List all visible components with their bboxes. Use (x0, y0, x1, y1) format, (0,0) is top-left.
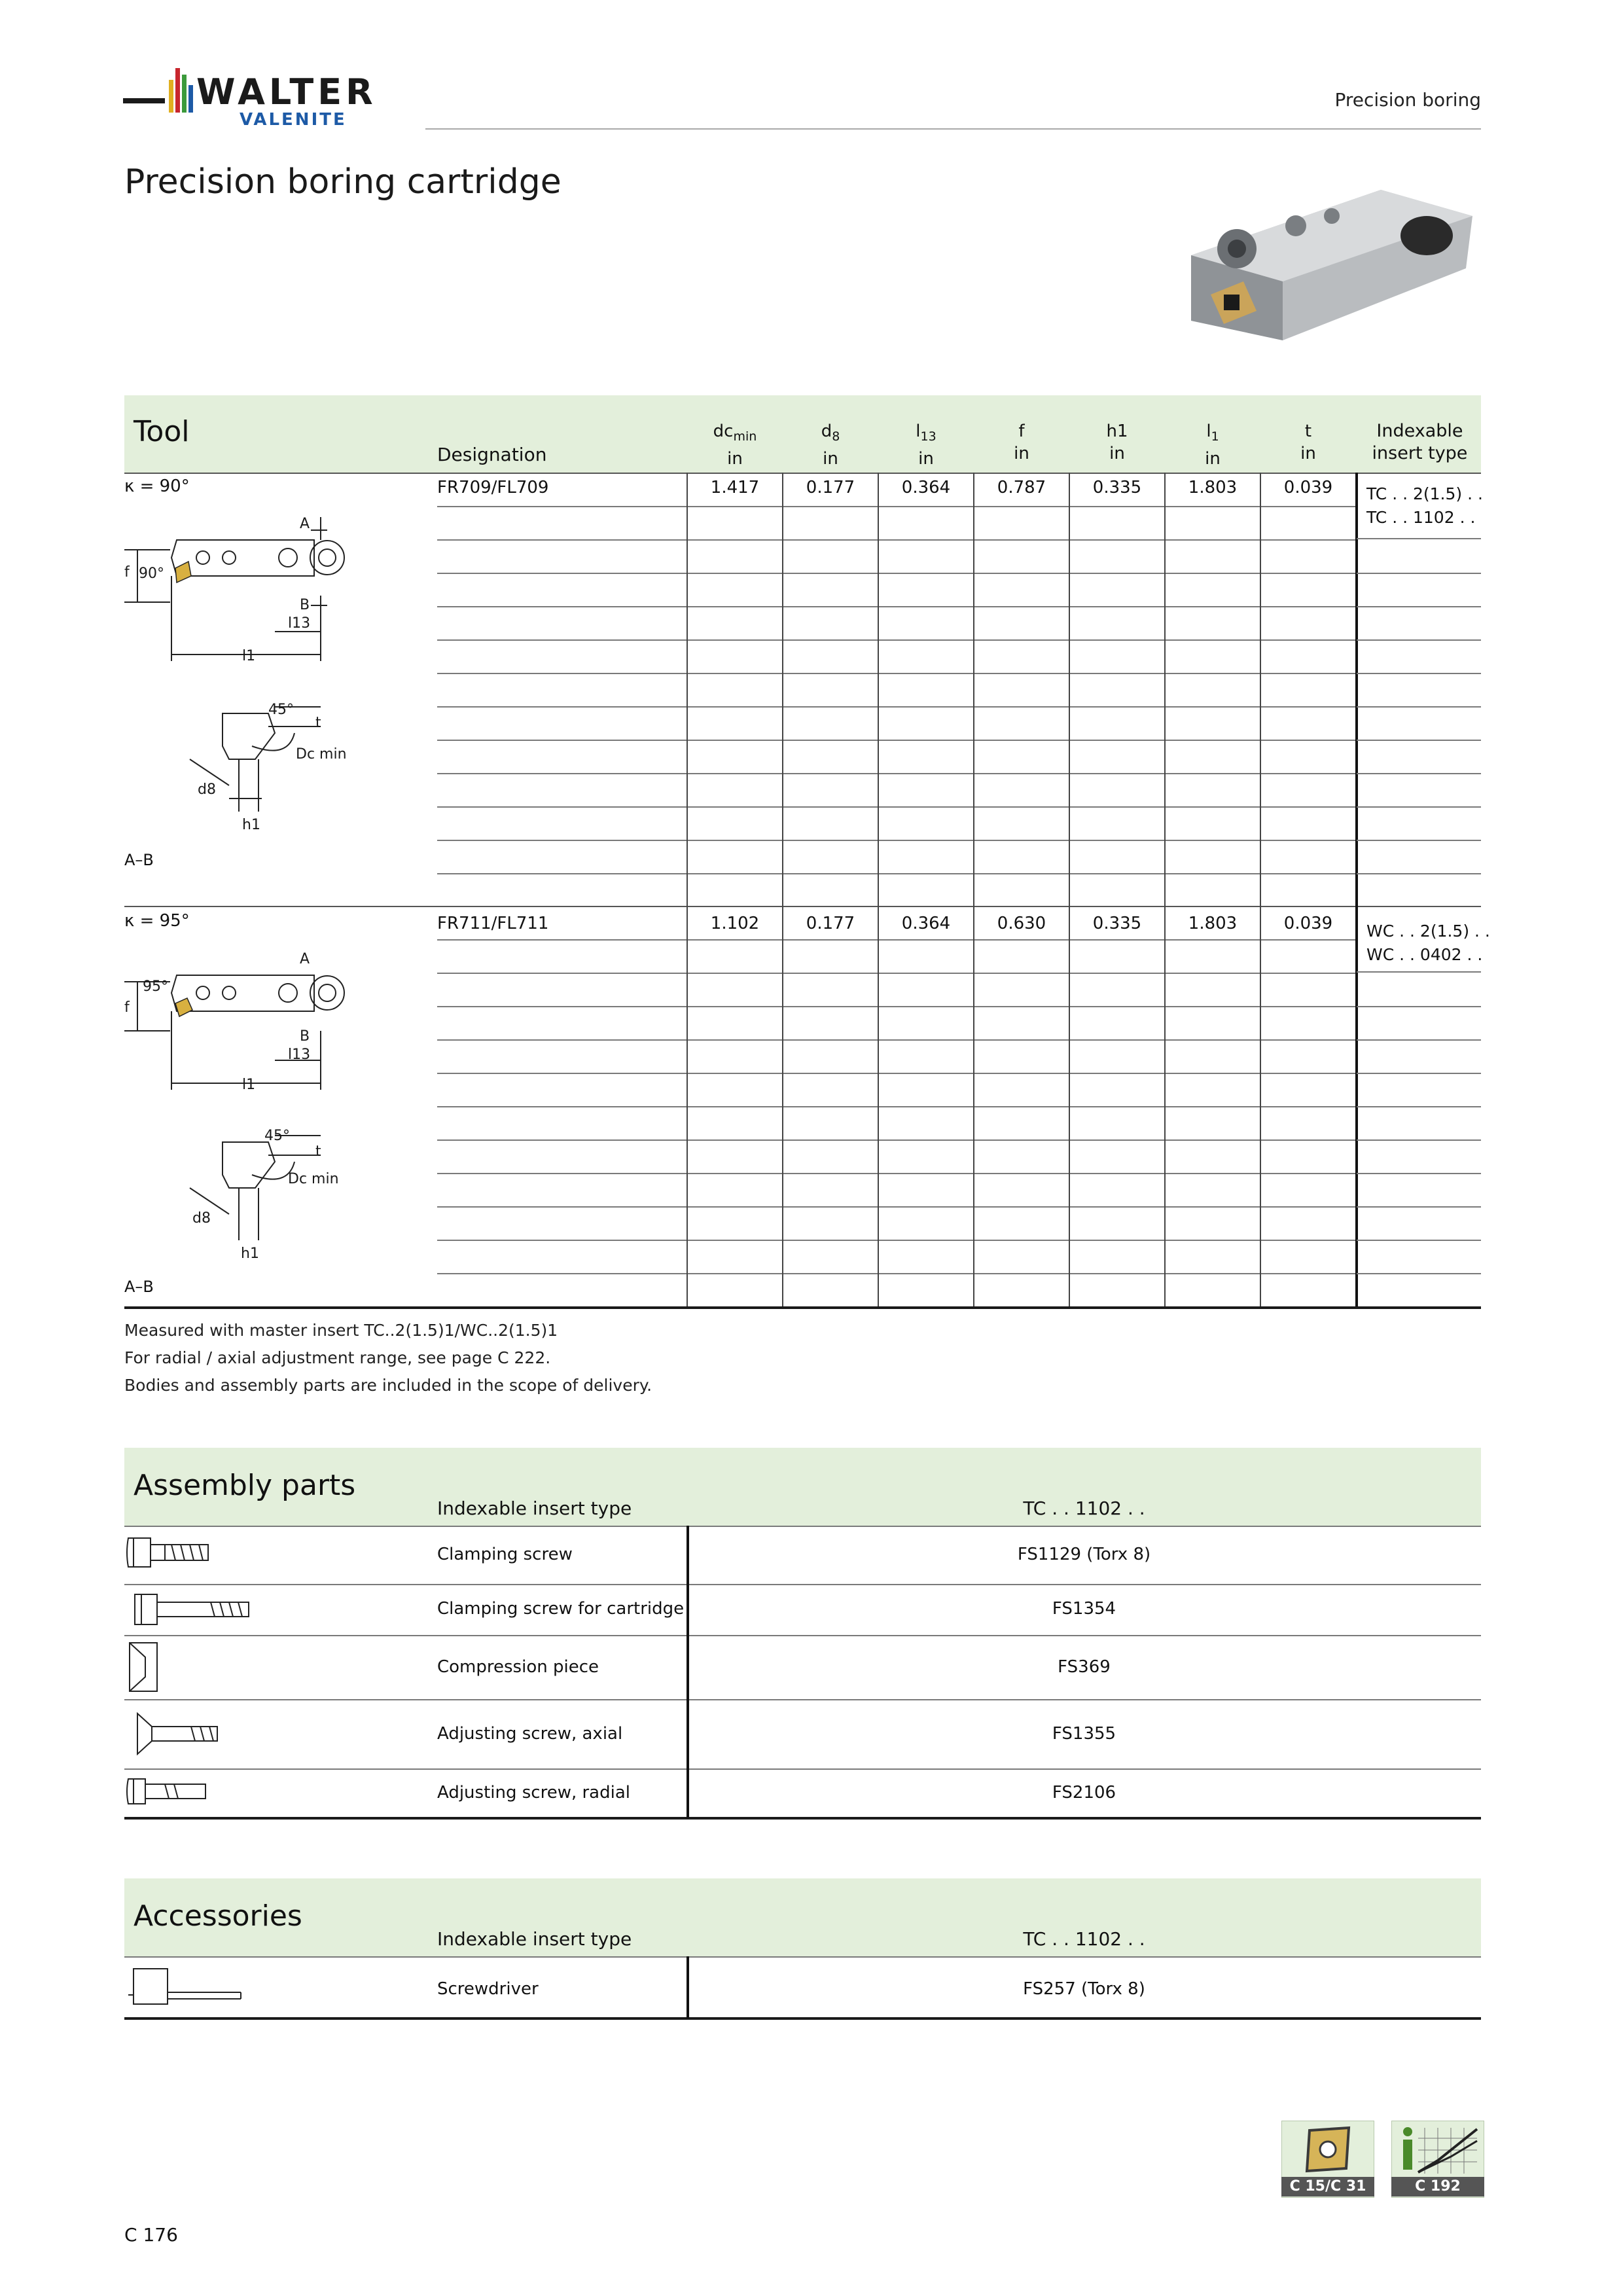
col-head-h1 (1069, 420, 1165, 465)
assembly-row-1-value: FS1354 (1052, 1599, 1116, 1619)
tool-row-rule (437, 1106, 1357, 1107)
assembly-row-2-value: FS369 (1058, 1657, 1111, 1677)
assembly-rule-3 (124, 1699, 1481, 1700)
designation-header: Designation (437, 444, 547, 465)
tool-col-rule (973, 906, 974, 1308)
assembly-row-4-label: Adjusting screw, radial (437, 1783, 631, 1803)
insert-row-rule (1357, 1006, 1481, 1007)
insert-cell-rule (1357, 538, 1481, 539)
col-head-insert (1359, 420, 1481, 465)
cartridge-drawing-90 (124, 511, 373, 877)
g2-h1: 0.335 (1092, 914, 1142, 933)
page-title: Precision boring cartridge (124, 162, 562, 202)
col-head-l1-unit: in (1205, 449, 1221, 469)
tool-heading: Tool (134, 415, 190, 448)
g1-insert-1: TC . . 2(1.5) . . (1366, 484, 1483, 503)
assembly-col-label: Indexable insert type (437, 1498, 632, 1519)
clamping-screw-icon (126, 1533, 217, 1575)
tool-row-rule (437, 1206, 1357, 1208)
designation-fr711: FR711/FL711 (437, 914, 549, 933)
tool-row-rule (437, 773, 1357, 774)
tool-row-rule (437, 706, 1357, 708)
assembly-row-3-label: Adjusting screw, axial (437, 1724, 623, 1744)
col-head-dcmin-sub: min (733, 429, 757, 444)
insert-row-rule (1357, 1106, 1481, 1107)
assembly-row-0-label: Clamping screw (437, 1545, 573, 1564)
g2-dcmin: 1.102 (710, 914, 760, 933)
drawing95-l13: l13 (288, 1047, 311, 1063)
badge-insert-label[interactable]: C 15/C 31 (1281, 2177, 1374, 2197)
g2-l13: 0.364 (901, 914, 951, 933)
assembly-row-4-value: FS2106 (1052, 1783, 1116, 1803)
insert-row-rule (1357, 840, 1481, 841)
screwdriver-icon (126, 1964, 250, 2012)
insert-row-rule (1357, 639, 1481, 641)
compression-piece-icon (126, 1639, 165, 1698)
col-head-t-name: t (1304, 422, 1312, 441)
drawing95-angle: 95° (143, 978, 168, 995)
g1-f: 0.787 (997, 478, 1046, 497)
tool-group-rule (124, 906, 1481, 907)
info-chart-icon (1392, 2121, 1484, 2178)
drawing95-A: A (300, 951, 310, 967)
tool-row-rule (437, 539, 1357, 541)
accessories-row-0-value: FS257 (Torx 8) (1023, 1979, 1145, 1999)
tool-row-rule (437, 1006, 1357, 1007)
drawing95-B: B (300, 1028, 310, 1045)
insert-row-rule (1357, 606, 1481, 607)
g1-insert-2: TC . . 1102 . . (1366, 508, 1476, 527)
brand-bottom: VALENITE (240, 110, 347, 130)
tool-col-rule (782, 906, 783, 1308)
insert-row-rule (1357, 706, 1481, 708)
g2-insert-1: WC . . 2(1.5) . . (1366, 922, 1490, 941)
col-head-dcmin-name: dc (713, 422, 734, 441)
page-number: C 176 (124, 2224, 178, 2246)
tool-col-rule (1164, 906, 1166, 1308)
tool-row-rule (437, 939, 1357, 941)
col-head-d8-unit: in (823, 449, 838, 469)
insert-row-rule (1357, 740, 1481, 741)
assembly-heading: Assembly parts (134, 1469, 356, 1502)
assembly-row-1-label: Clamping screw for cartridge (437, 1599, 685, 1619)
accessories-rule-0 (124, 1956, 1481, 1958)
tool-row-rule (437, 1139, 1357, 1141)
col-head-d8 (783, 420, 878, 470)
cartridge-screw-icon (126, 1590, 257, 1632)
view-label-95: A–B (124, 1278, 154, 1296)
col-head-l1 (1165, 420, 1260, 470)
tool-row-rule (437, 973, 1357, 974)
col-head-insert-2: insert type (1372, 443, 1468, 463)
tool-col-rule (973, 473, 974, 906)
brand-top: WALTER (196, 71, 377, 113)
drawing90-B: B (300, 597, 310, 613)
tool-row-rule (437, 1273, 1357, 1274)
tool-row-rule (437, 639, 1357, 641)
tool-row-rule (437, 1039, 1357, 1041)
tool-col-rule (878, 906, 879, 1308)
accessories-row-0-label: Screwdriver (437, 1979, 539, 1999)
cartridge-drawing-95 (124, 946, 373, 1286)
assembly-rule-5 (124, 1817, 1481, 1820)
note-2: For radial / axial adjustment range, see page C 222. (124, 1348, 551, 1367)
drawing95-f: f (124, 999, 130, 1016)
g1-h1: 0.335 (1092, 478, 1142, 497)
col-head-dcmin-unit: in (727, 449, 743, 469)
note-3: Bodies and assembly parts are included in the scope of delivery. (124, 1376, 652, 1395)
col-head-insert-1: Indexable (1376, 421, 1463, 441)
accessories-col-value: TC . . 1102 . . (1023, 1928, 1145, 1950)
product-photo (1165, 164, 1486, 380)
insert-row-rule (1357, 873, 1481, 874)
tool-row-rule (437, 506, 1357, 507)
col-head-l1-name: l (1206, 422, 1211, 441)
col-head-l1-sub: 1 (1211, 429, 1219, 444)
g1-d8: 0.177 (806, 478, 855, 497)
col-head-h1-name: h1 (1106, 422, 1128, 441)
header-rule (425, 128, 1481, 130)
insert-row-rule (1357, 1039, 1481, 1041)
assembly-row-3-value: FS1355 (1052, 1724, 1116, 1744)
col-head-t-unit: in (1300, 444, 1316, 463)
accessories-col-label: Indexable insert type (437, 1928, 632, 1950)
tool-row-rule (437, 873, 1357, 874)
drawing95-l1: l1 (242, 1077, 256, 1093)
g2-insert-2: WC . . 0402 . . (1366, 945, 1483, 964)
badge-info-label[interactable]: C 192 (1391, 2177, 1484, 2197)
assembly-col-value: TC . . 1102 . . (1023, 1498, 1145, 1519)
tool-row-rule (437, 740, 1357, 741)
insert-row-rule (1357, 806, 1481, 808)
col-head-f-unit: in (1014, 444, 1029, 463)
drawing90-l1: l1 (242, 648, 256, 664)
insert-row-rule (1357, 1139, 1481, 1141)
col-head-d8-sub: 8 (832, 429, 840, 444)
tool-row-rule (437, 806, 1357, 808)
tool-col-rule (687, 906, 688, 1308)
col-head-l13-sub: 13 (920, 429, 936, 444)
tool-col-rule (1164, 473, 1166, 906)
col-head-h1-unit: in (1109, 444, 1125, 463)
drawing90-h1: h1 (242, 817, 260, 833)
g1-l1: 1.803 (1188, 478, 1238, 497)
drawing95-dcmin: Dc min (288, 1171, 339, 1187)
tool-bottom-rule (124, 1306, 1481, 1309)
kappa-95-label: κ = 95° (124, 911, 190, 931)
kappa-90-label: κ = 90° (124, 476, 190, 496)
drawing90-dcmin: Dc min (296, 746, 347, 762)
tool-col-rule (687, 473, 688, 906)
drawing95-chamfer: 45° (264, 1128, 290, 1144)
tool-col-rule (1069, 906, 1070, 1308)
assembly-rule-4 (124, 1768, 1481, 1770)
tool-row-rule (437, 573, 1357, 574)
col-head-l13-name: l (916, 422, 921, 441)
insert-row-rule (1357, 1073, 1481, 1074)
insert-row-rule (1357, 773, 1481, 774)
tool-row-rule (437, 1173, 1357, 1174)
drawing90-t: t (315, 715, 321, 731)
g2-t: 0.039 (1283, 914, 1333, 933)
drawing90-d8: d8 (198, 781, 216, 798)
drawing90-angle: 90° (139, 565, 164, 582)
assembly-row-2-label: Compression piece (437, 1657, 599, 1677)
drawing95-h1: h1 (241, 1246, 259, 1262)
g2-d8: 0.177 (806, 914, 855, 933)
insert-row-rule (1357, 673, 1481, 674)
drawing95-t: t (315, 1143, 321, 1160)
assembly-rule-0 (124, 1526, 1481, 1527)
assembly-rule-2 (124, 1635, 1481, 1636)
drawing90-A: A (300, 516, 310, 532)
view-label-90: A–B (124, 851, 154, 869)
tool-row-rule (437, 1240, 1357, 1241)
tool-row-rule (437, 673, 1357, 674)
g2-l1: 1.803 (1188, 914, 1238, 933)
tool-col-rule (1260, 473, 1261, 906)
insert-row-rule (1357, 573, 1481, 574)
assembly-rule-1 (124, 1584, 1481, 1585)
drawing90-l13: l13 (288, 615, 311, 632)
col-head-l13-unit: in (918, 449, 934, 469)
assembly-row-0-value: FS1129 (Torx 8) (1017, 1545, 1151, 1564)
insert-row-rule (1357, 1173, 1481, 1174)
drawing90-chamfer: 45° (268, 702, 294, 718)
insert-icon (1282, 2121, 1374, 2178)
insert-row-rule (1357, 1206, 1481, 1208)
tool-group-rule (124, 473, 1481, 474)
tool-row-rule (437, 1073, 1357, 1074)
tool-col-rule (1069, 473, 1070, 906)
tool-col-rule (782, 473, 783, 906)
insert-row-rule (1357, 1240, 1481, 1241)
g2-f: 0.630 (997, 914, 1046, 933)
g1-t: 0.039 (1283, 478, 1333, 497)
g1-dcmin: 1.417 (710, 478, 760, 497)
radial-adjusting-screw-icon (126, 1775, 217, 1810)
section-label: Precision boring (1334, 89, 1481, 111)
tool-row-rule (437, 606, 1357, 607)
col-head-dcmin (687, 420, 783, 470)
insert-cell-rule (1357, 971, 1481, 973)
accessories-rule-1 (124, 2017, 1481, 2020)
tool-col-rule (878, 473, 879, 906)
col-head-f (974, 420, 1069, 465)
col-head-t (1260, 420, 1356, 465)
axial-adjusting-screw-icon (126, 1711, 230, 1759)
tool-col-rule (1260, 906, 1261, 1308)
accessories-heading: Accessories (134, 1899, 302, 1933)
tool-row-rule (437, 840, 1357, 841)
note-1: Measured with master insert TC..2(1.5)1/WC..2(1.5)1 (124, 1321, 558, 1340)
col-head-l13 (878, 420, 974, 470)
col-head-d8-name: d (821, 422, 832, 441)
g1-l13: 0.364 (901, 478, 951, 497)
designation-fr709: FR709/FL709 (437, 478, 549, 497)
insert-row-rule (1357, 1273, 1481, 1274)
drawing95-d8: d8 (192, 1210, 211, 1227)
col-head-f-name: f (1018, 422, 1025, 441)
drawing90-f: f (124, 564, 130, 581)
brand-logo (123, 60, 398, 132)
